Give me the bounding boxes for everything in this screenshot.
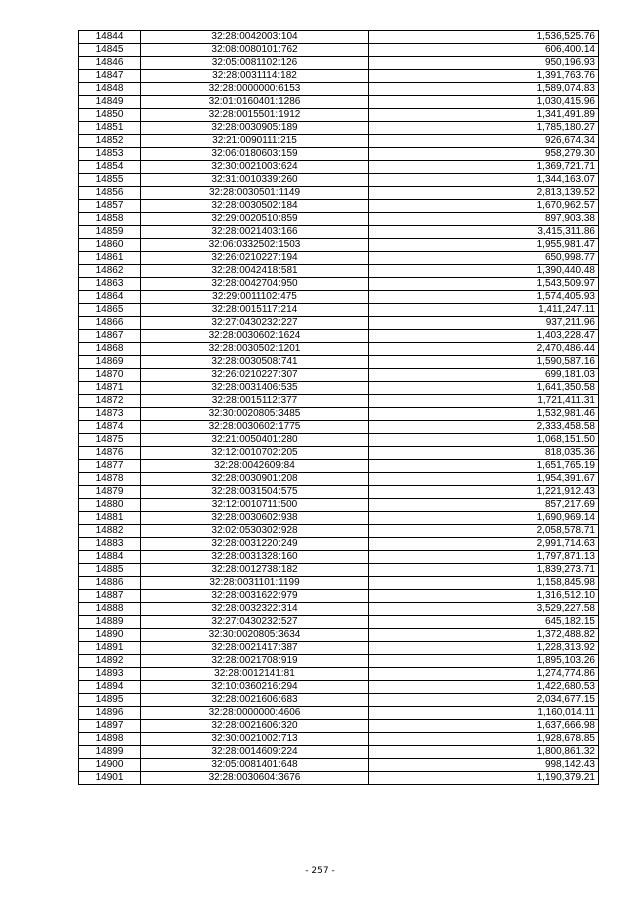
cadastral-number-cell: 32:30:0020805:3485	[141, 408, 369, 421]
row-number-cell: 14891	[79, 642, 141, 655]
cadastral-value-cell: 1,589,074.83	[369, 83, 599, 96]
cadastral-value-cell: 1,422,680.53	[369, 681, 599, 694]
cadastral-value-cell: 1,637,666.98	[369, 720, 599, 733]
table-row	[79, 720, 599, 733]
table-row	[79, 590, 599, 603]
cadastral-value-cell: 926,674.34	[369, 135, 599, 148]
cadastral-value-cell: 1,721,411.31	[369, 395, 599, 408]
cadastral-number-cell: 32:28:0015112:377	[141, 395, 369, 408]
table-row	[79, 200, 599, 213]
table-row	[79, 512, 599, 525]
cadastral-value-cell: 1,928,678.85	[369, 733, 599, 746]
row-number-cell: 14868	[79, 343, 141, 356]
cadastral-value-cell: 1,372,488.82	[369, 629, 599, 642]
row-number-cell: 14856	[79, 187, 141, 200]
cadastral-value-cell: 2,470,486.44	[369, 343, 599, 356]
row-number-cell: 14870	[79, 369, 141, 382]
row-number-cell: 14844	[79, 31, 141, 44]
cadastral-number-cell: 32:08:0080101:762	[141, 44, 369, 57]
cadastral-value-cell: 645,182.15	[369, 616, 599, 629]
row-number-cell: 14880	[79, 499, 141, 512]
table-row	[79, 460, 599, 473]
row-number-cell: 14894	[79, 681, 141, 694]
table-row	[79, 226, 599, 239]
row-number-cell: 14890	[79, 629, 141, 642]
row-number-cell: 14877	[79, 460, 141, 473]
cadastral-value-cell: 1,785,180.27	[369, 122, 599, 135]
cadastral-number-cell: 32:28:0031328:160	[141, 551, 369, 564]
cadastral-value-cell: 1,274,774.86	[369, 668, 599, 681]
cadastral-number-cell: 32:28:0021708:919	[141, 655, 369, 668]
cadastral-number-cell: 32:28:0032322:314	[141, 603, 369, 616]
cadastral-value-cell: 1,797,871.13	[369, 551, 599, 564]
cadastral-number-cell: 32:26:0210227:307	[141, 369, 369, 382]
table-row	[79, 707, 599, 720]
cadastral-value-cell: 2,813,139.52	[369, 187, 599, 200]
cadastral-value-cell: 3,529,227.58	[369, 603, 599, 616]
row-number-cell: 14867	[79, 330, 141, 343]
cadastral-number-cell: 32:28:0042609:84	[141, 460, 369, 473]
cadastral-number-cell: 32:21:0050401:280	[141, 434, 369, 447]
row-number-cell: 14888	[79, 603, 141, 616]
row-number-cell: 14896	[79, 707, 141, 720]
row-number-cell: 14861	[79, 252, 141, 265]
table-row	[79, 395, 599, 408]
row-number-cell: 14883	[79, 538, 141, 551]
cadastral-value-cell: 1,221,912.43	[369, 486, 599, 499]
table-row	[79, 382, 599, 395]
cadastral-value-cell: 1,316,512.10	[369, 590, 599, 603]
cadastral-value-cell: 1,369,721.71	[369, 161, 599, 174]
cadastral-value-cell: 998,142.43	[369, 759, 599, 772]
cadastral-value-cell: 1,954,391.67	[369, 473, 599, 486]
cadastral-value-cell: 1,341,491.89	[369, 109, 599, 122]
cadastral-value-cell: 2,991,714.63	[369, 538, 599, 551]
cadastral-number-cell: 32:28:0030502:1201	[141, 343, 369, 356]
table-row	[79, 655, 599, 668]
cadastral-value-cell: 1,590,587.16	[369, 356, 599, 369]
row-number-cell: 14859	[79, 226, 141, 239]
cadastral-value-cell: 2,333,458.58	[369, 421, 599, 434]
table-row	[79, 616, 599, 629]
row-number-cell: 14881	[79, 512, 141, 525]
table-row	[79, 525, 599, 538]
row-number-cell: 14871	[79, 382, 141, 395]
cadastral-number-cell: 32:27:0430232:227	[141, 317, 369, 330]
cadastral-number-cell: 32:28:0030604:3676	[141, 772, 369, 785]
row-number-cell: 14847	[79, 70, 141, 83]
cadastral-value-cell: 937,211.96	[369, 317, 599, 330]
row-number-cell: 14882	[79, 525, 141, 538]
cadastral-number-cell: 32:30:0020805:3634	[141, 629, 369, 642]
row-number-cell: 14879	[79, 486, 141, 499]
table-row	[79, 629, 599, 642]
table-row	[79, 57, 599, 70]
table-row	[79, 421, 599, 434]
cadastral-value-cell: 1,391,763.76	[369, 70, 599, 83]
row-number-cell: 14858	[79, 213, 141, 226]
cadastral-value-cell: 1,160,014.11	[369, 707, 599, 720]
cadastral-number-cell: 32:28:0030602:1624	[141, 330, 369, 343]
table-row	[79, 486, 599, 499]
cadastral-number-cell: 32:06:0180603:159	[141, 148, 369, 161]
cadastral-number-cell: 32:12:0010702:205	[141, 447, 369, 460]
cadastral-number-cell: 32:28:0031220:249	[141, 538, 369, 551]
page-number: - 257 -	[305, 866, 335, 876]
cadastral-number-cell: 32:28:0031101:1199	[141, 577, 369, 590]
row-number-cell: 14875	[79, 434, 141, 447]
cadastral-number-cell: 32:28:0030602:938	[141, 512, 369, 525]
cadastral-number-cell: 32:28:0014609:224	[141, 746, 369, 759]
cadastral-number-cell: 32:28:0031114:182	[141, 70, 369, 83]
cadastral-value-cell: 1,670,962.57	[369, 200, 599, 213]
cadastral-number-cell: 32:01:0160401:1286	[141, 96, 369, 109]
table-row	[79, 447, 599, 460]
cadastral-value-cell: 1,895,103.26	[369, 655, 599, 668]
table-row	[79, 187, 599, 200]
cadastral-number-cell: 32:29:0011102:475	[141, 291, 369, 304]
cadastral-value-cell: 1,955,981.47	[369, 239, 599, 252]
row-number-cell: 14897	[79, 720, 141, 733]
cadastral-value-cell: 1,839,273.71	[369, 564, 599, 577]
row-number-cell: 14884	[79, 551, 141, 564]
table-row	[79, 174, 599, 187]
row-number-cell: 14885	[79, 564, 141, 577]
row-number-cell: 14848	[79, 83, 141, 96]
cadastral-value-cell: 1,190,379.21	[369, 772, 599, 785]
table-row	[79, 122, 599, 135]
row-number-cell: 14874	[79, 421, 141, 434]
row-number-cell: 14854	[79, 161, 141, 174]
table-row	[79, 278, 599, 291]
table-row	[79, 304, 599, 317]
cadastral-number-cell: 32:28:0000000:4606	[141, 707, 369, 720]
row-number-cell: 14849	[79, 96, 141, 109]
cadastral-number-cell: 32:28:0012738:182	[141, 564, 369, 577]
cadastral-number-cell: 32:06:0332502:1503	[141, 239, 369, 252]
cadastral-value-cell: 606,400.14	[369, 44, 599, 57]
table-row	[79, 161, 599, 174]
row-number-cell: 14893	[79, 668, 141, 681]
row-number-cell: 14845	[79, 44, 141, 57]
cadastral-number-cell: 32:30:0021003:624	[141, 161, 369, 174]
table-row	[79, 551, 599, 564]
cadastral-number-cell: 32:28:0031504:575	[141, 486, 369, 499]
row-number-cell: 14892	[79, 655, 141, 668]
cadastral-number-cell: 32:28:0021417:387	[141, 642, 369, 655]
row-number-cell: 14873	[79, 408, 141, 421]
cadastral-number-cell: 32:28:0021403:166	[141, 226, 369, 239]
cadastral-value-cell: 1,536,525.76	[369, 31, 599, 44]
cadastral-value-cell: 1,228,313.92	[369, 642, 599, 655]
table-row	[79, 239, 599, 252]
cadastral-number-cell: 32:28:0030508:741	[141, 356, 369, 369]
row-number-cell: 14869	[79, 356, 141, 369]
cadastral-number-cell: 32:29:0020510:859	[141, 213, 369, 226]
table-row	[79, 31, 599, 44]
row-number-cell: 14863	[79, 278, 141, 291]
table-row	[79, 291, 599, 304]
table-row	[79, 109, 599, 122]
row-number-cell: 14895	[79, 694, 141, 707]
cadastral-value-cell: 1,158,845.98	[369, 577, 599, 590]
cadastral-value-cell: 2,058,578.71	[369, 525, 599, 538]
cadastral-number-cell: 32:28:0031622:979	[141, 590, 369, 603]
table-row	[79, 44, 599, 57]
row-number-cell: 14860	[79, 239, 141, 252]
cadastral-value-cell: 958,279.30	[369, 148, 599, 161]
table-row	[79, 603, 599, 616]
cadastral-value-table	[78, 30, 599, 785]
cadastral-value-cell: 950,196.93	[369, 57, 599, 70]
cadastral-number-cell: 32:28:0015117:214	[141, 304, 369, 317]
cadastral-value-cell: 1,030,415.96	[369, 96, 599, 109]
cadastral-number-cell: 32:28:0015501:1912	[141, 109, 369, 122]
cadastral-number-cell: 32:28:0021606:320	[141, 720, 369, 733]
cadastral-value-cell: 650,998.77	[369, 252, 599, 265]
cadastral-number-cell: 32:10:0360216:294	[141, 681, 369, 694]
cadastral-number-cell: 32:28:0042003:104	[141, 31, 369, 44]
table-row	[79, 772, 599, 785]
cadastral-number-cell: 32:28:0030501:1149	[141, 187, 369, 200]
cadastral-number-cell: 32:12:0010711:500	[141, 499, 369, 512]
row-number-cell: 14855	[79, 174, 141, 187]
cadastral-value-cell: 1,574,405.93	[369, 291, 599, 304]
cadastral-number-cell: 32:21:0090111:215	[141, 135, 369, 148]
table-row	[79, 343, 599, 356]
row-number-cell: 14900	[79, 759, 141, 772]
table-row	[79, 317, 599, 330]
row-number-cell: 14852	[79, 135, 141, 148]
table-row	[79, 759, 599, 772]
row-number-cell: 14898	[79, 733, 141, 746]
row-number-cell: 14889	[79, 616, 141, 629]
row-number-cell: 14857	[79, 200, 141, 213]
cadastral-number-cell: 32:28:0012141:81	[141, 668, 369, 681]
cadastral-value-cell: 818,035.36	[369, 447, 599, 460]
table-row	[79, 369, 599, 382]
cadastral-number-cell: 32:05:0081102:126	[141, 57, 369, 70]
cadastral-value-cell: 1,068,151.50	[369, 434, 599, 447]
row-number-cell: 14866	[79, 317, 141, 330]
row-number-cell: 14872	[79, 395, 141, 408]
table-row	[79, 538, 599, 551]
table-row	[79, 96, 599, 109]
cadastral-number-cell: 32:27:0430232:527	[141, 616, 369, 629]
cadastral-number-cell: 32:28:0030905:189	[141, 122, 369, 135]
cadastral-value-cell: 1,641,350.58	[369, 382, 599, 395]
row-number-cell: 14901	[79, 772, 141, 785]
table-row	[79, 70, 599, 83]
table-row	[79, 213, 599, 226]
table-row	[79, 564, 599, 577]
row-number-cell: 14864	[79, 291, 141, 304]
cadastral-value-cell: 1,403,228.47	[369, 330, 599, 343]
cadastral-number-cell: 32:05:0081401:648	[141, 759, 369, 772]
table-row	[79, 473, 599, 486]
cadastral-value-cell: 2,034,677.15	[369, 694, 599, 707]
table-row	[79, 733, 599, 746]
table-row	[79, 694, 599, 707]
cadastral-value-cell: 1,651,765.19	[369, 460, 599, 473]
table-row	[79, 642, 599, 655]
row-number-cell: 14899	[79, 746, 141, 759]
cadastral-number-cell: 32:28:0042704:950	[141, 278, 369, 291]
cadastral-number-cell: 32:28:0030602:1775	[141, 421, 369, 434]
row-number-cell: 14887	[79, 590, 141, 603]
table-row	[79, 668, 599, 681]
cadastral-number-cell: 32:28:0031406:535	[141, 382, 369, 395]
table-row	[79, 265, 599, 278]
cadastral-value-cell: 699,181.03	[369, 369, 599, 382]
cadastral-number-cell: 32:31:0010339:260	[141, 174, 369, 187]
row-number-cell: 14846	[79, 57, 141, 70]
cadastral-number-cell: 32:28:0000000:6153	[141, 83, 369, 96]
row-number-cell: 14862	[79, 265, 141, 278]
cadastral-value-cell: 1,390,440.48	[369, 265, 599, 278]
row-number-cell: 14850	[79, 109, 141, 122]
table-row	[79, 434, 599, 447]
row-number-cell: 14876	[79, 447, 141, 460]
cadastral-number-cell: 32:30:0021002:713	[141, 733, 369, 746]
table-row	[79, 356, 599, 369]
table-row	[79, 252, 599, 265]
table-row	[79, 499, 599, 512]
cadastral-number-cell: 32:28:0042418:581	[141, 265, 369, 278]
row-number-cell: 14878	[79, 473, 141, 486]
row-number-cell: 14865	[79, 304, 141, 317]
row-number-cell: 14853	[79, 148, 141, 161]
cadastral-value-cell: 1,344,163.07	[369, 174, 599, 187]
cadastral-number-cell: 32:02:0530302:928	[141, 525, 369, 538]
table-body	[79, 31, 599, 785]
row-number-cell: 14886	[79, 577, 141, 590]
cadastral-value-cell: 1,800,861.32	[369, 746, 599, 759]
table-row	[79, 135, 599, 148]
table-row	[79, 746, 599, 759]
table-row	[79, 577, 599, 590]
table-row	[79, 681, 599, 694]
table-row	[79, 83, 599, 96]
cadastral-value-cell: 1,532,981.46	[369, 408, 599, 421]
cadastral-value-cell: 857,217.69	[369, 499, 599, 512]
table-row	[79, 148, 599, 161]
table-row	[79, 330, 599, 343]
cadastral-number-cell: 32:28:0030901:208	[141, 473, 369, 486]
cadastral-number-cell: 32:26:0210227:194	[141, 252, 369, 265]
table-row	[79, 408, 599, 421]
cadastral-value-cell: 897,903.38	[369, 213, 599, 226]
cadastral-value-cell: 1,411,247.11	[369, 304, 599, 317]
cadastral-value-cell: 3,415,311.86	[369, 226, 599, 239]
cadastral-value-cell: 1,543,509.97	[369, 278, 599, 291]
row-number-cell: 14851	[79, 122, 141, 135]
cadastral-value-cell: 1,690,969.14	[369, 512, 599, 525]
cadastral-number-cell: 32:28:0021606:683	[141, 694, 369, 707]
cadastral-number-cell: 32:28:0030502:184	[141, 200, 369, 213]
